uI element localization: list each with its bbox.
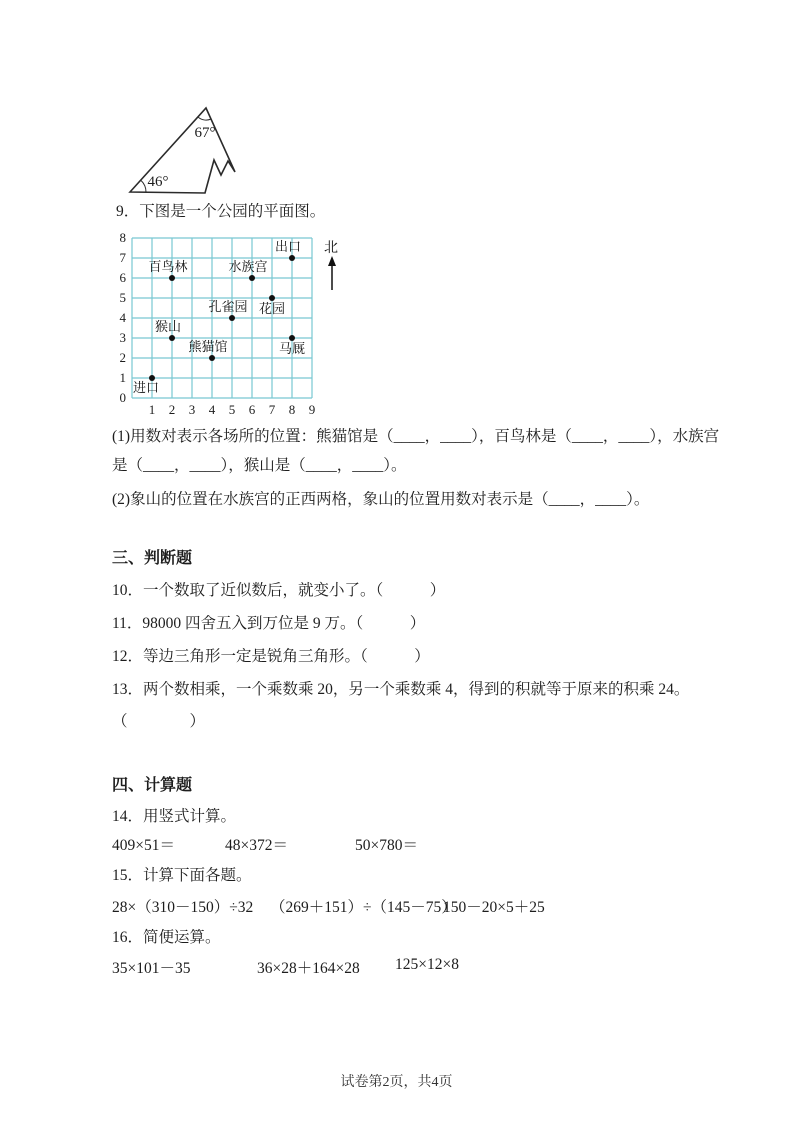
angle-label-46: 46° (147, 174, 169, 190)
map-point (249, 275, 255, 281)
question-9-sub1-line1: (1)用数对表示各场所的位置：熊猫馆是（____，____），百鸟林是（____，____），水族宫 (112, 428, 720, 445)
torn-triangle-figure (115, 95, 255, 205)
section4-title: 四、计算题 (112, 777, 193, 794)
map-point (169, 275, 175, 281)
map-point-label: 马厩 (278, 341, 306, 356)
y-axis-tick: 0 (119, 390, 126, 405)
apex-angle-arc (198, 117, 211, 120)
map-point-label: 百鸟林 (148, 259, 188, 274)
x-axis-tick: 5 (228, 402, 236, 417)
question-16-expressions (0, 956, 793, 978)
question-9-sub2: (2)象山的位置在水族宫的正西两格，象山的位置用数对表示是（____，____）。 (112, 491, 650, 508)
expression: （269＋151）÷（145－75） (270, 899, 457, 916)
x-axis-tick: 3 (188, 402, 196, 417)
y-axis-tick: 1 (119, 370, 126, 385)
map-point-label: 花园 (258, 301, 286, 316)
expression: 50×780＝ (355, 837, 418, 854)
x-axis-tick: 2 (168, 402, 176, 417)
question-15-label: 15．计算下面各题。 (112, 867, 252, 884)
y-axis-tick: 5 (119, 290, 126, 305)
park-map-svg (108, 228, 360, 424)
y-axis-tick: 8 (119, 230, 126, 245)
bottom-angle-arc (141, 180, 146, 192)
question-14-expressions (0, 833, 793, 855)
expression: 150－20×5＋25 (443, 899, 545, 916)
map-point (229, 315, 235, 321)
page-footer: 试卷第2页，共4页 (340, 1075, 453, 1090)
map-point (209, 355, 215, 361)
x-axis-tick: 6 (248, 402, 256, 417)
judgment-item-13-line1: 13．两个数相乘，一个乘数乘 20，另一个乘数乘 4，得到的积就等于原来的积乘 24。 (112, 681, 690, 698)
north-label: 北 (324, 241, 338, 256)
expression: 48×372＝ (225, 837, 288, 854)
x-axis-tick: 1 (148, 402, 156, 417)
angle-label-67: 67° (194, 125, 216, 141)
y-axis-tick: 3 (119, 330, 126, 345)
x-axis-tick: 4 (208, 402, 216, 417)
judgment-item-10: 10．一个数取了近似数后，就变小了。（ ） (112, 582, 446, 599)
section3-title: 三、判断题 (112, 550, 193, 567)
expression: 36×28＋164×28 (257, 960, 360, 977)
question-16-label: 16．简便运算。 (112, 929, 221, 946)
judgment-item-13-line2: （ ） (112, 713, 206, 730)
y-axis-tick: 7 (119, 250, 126, 265)
question-9-label: 9．下图是一个公园的平面图。 (116, 203, 326, 220)
map-point-label: 孔雀园 (208, 299, 248, 314)
map-point (289, 255, 295, 261)
triangle-outline (130, 108, 235, 193)
expression: 28×（310－150）÷32 (112, 899, 254, 916)
question-15-expressions (0, 895, 793, 917)
x-axis-tick: 7 (268, 402, 276, 417)
x-axis-tick: 9 (308, 402, 316, 417)
y-axis-tick: 2 (119, 350, 126, 365)
expression: 125×12×8 (395, 956, 459, 973)
x-axis-tick: 8 (288, 402, 296, 417)
y-axis-tick: 4 (119, 310, 126, 325)
map-point-label: 进口 (132, 380, 160, 395)
map-point-label: 猴山 (154, 319, 182, 334)
map-point (169, 335, 175, 341)
y-axis-tick: 6 (119, 270, 126, 285)
question-9-sub1-line2: 是（____，____），猴山是（____，____）。 (112, 457, 407, 474)
expression: 409×51＝ (112, 837, 175, 854)
question-14-label: 14．用竖式计算。 (112, 808, 237, 825)
judgment-item-11: 11．98000 四舍五入到万位是 9 万。（ ） (112, 615, 426, 632)
map-point-label: 出口 (274, 239, 302, 254)
map-point-label: 熊猫馆 (188, 339, 228, 354)
judgment-item-12: 12．等边三角形一定是锐角三角形。（ ） (112, 648, 430, 665)
north-arrow-head (328, 256, 336, 266)
map-point-label: 水族宫 (228, 259, 268, 274)
expression: 35×101－35 (112, 960, 191, 977)
